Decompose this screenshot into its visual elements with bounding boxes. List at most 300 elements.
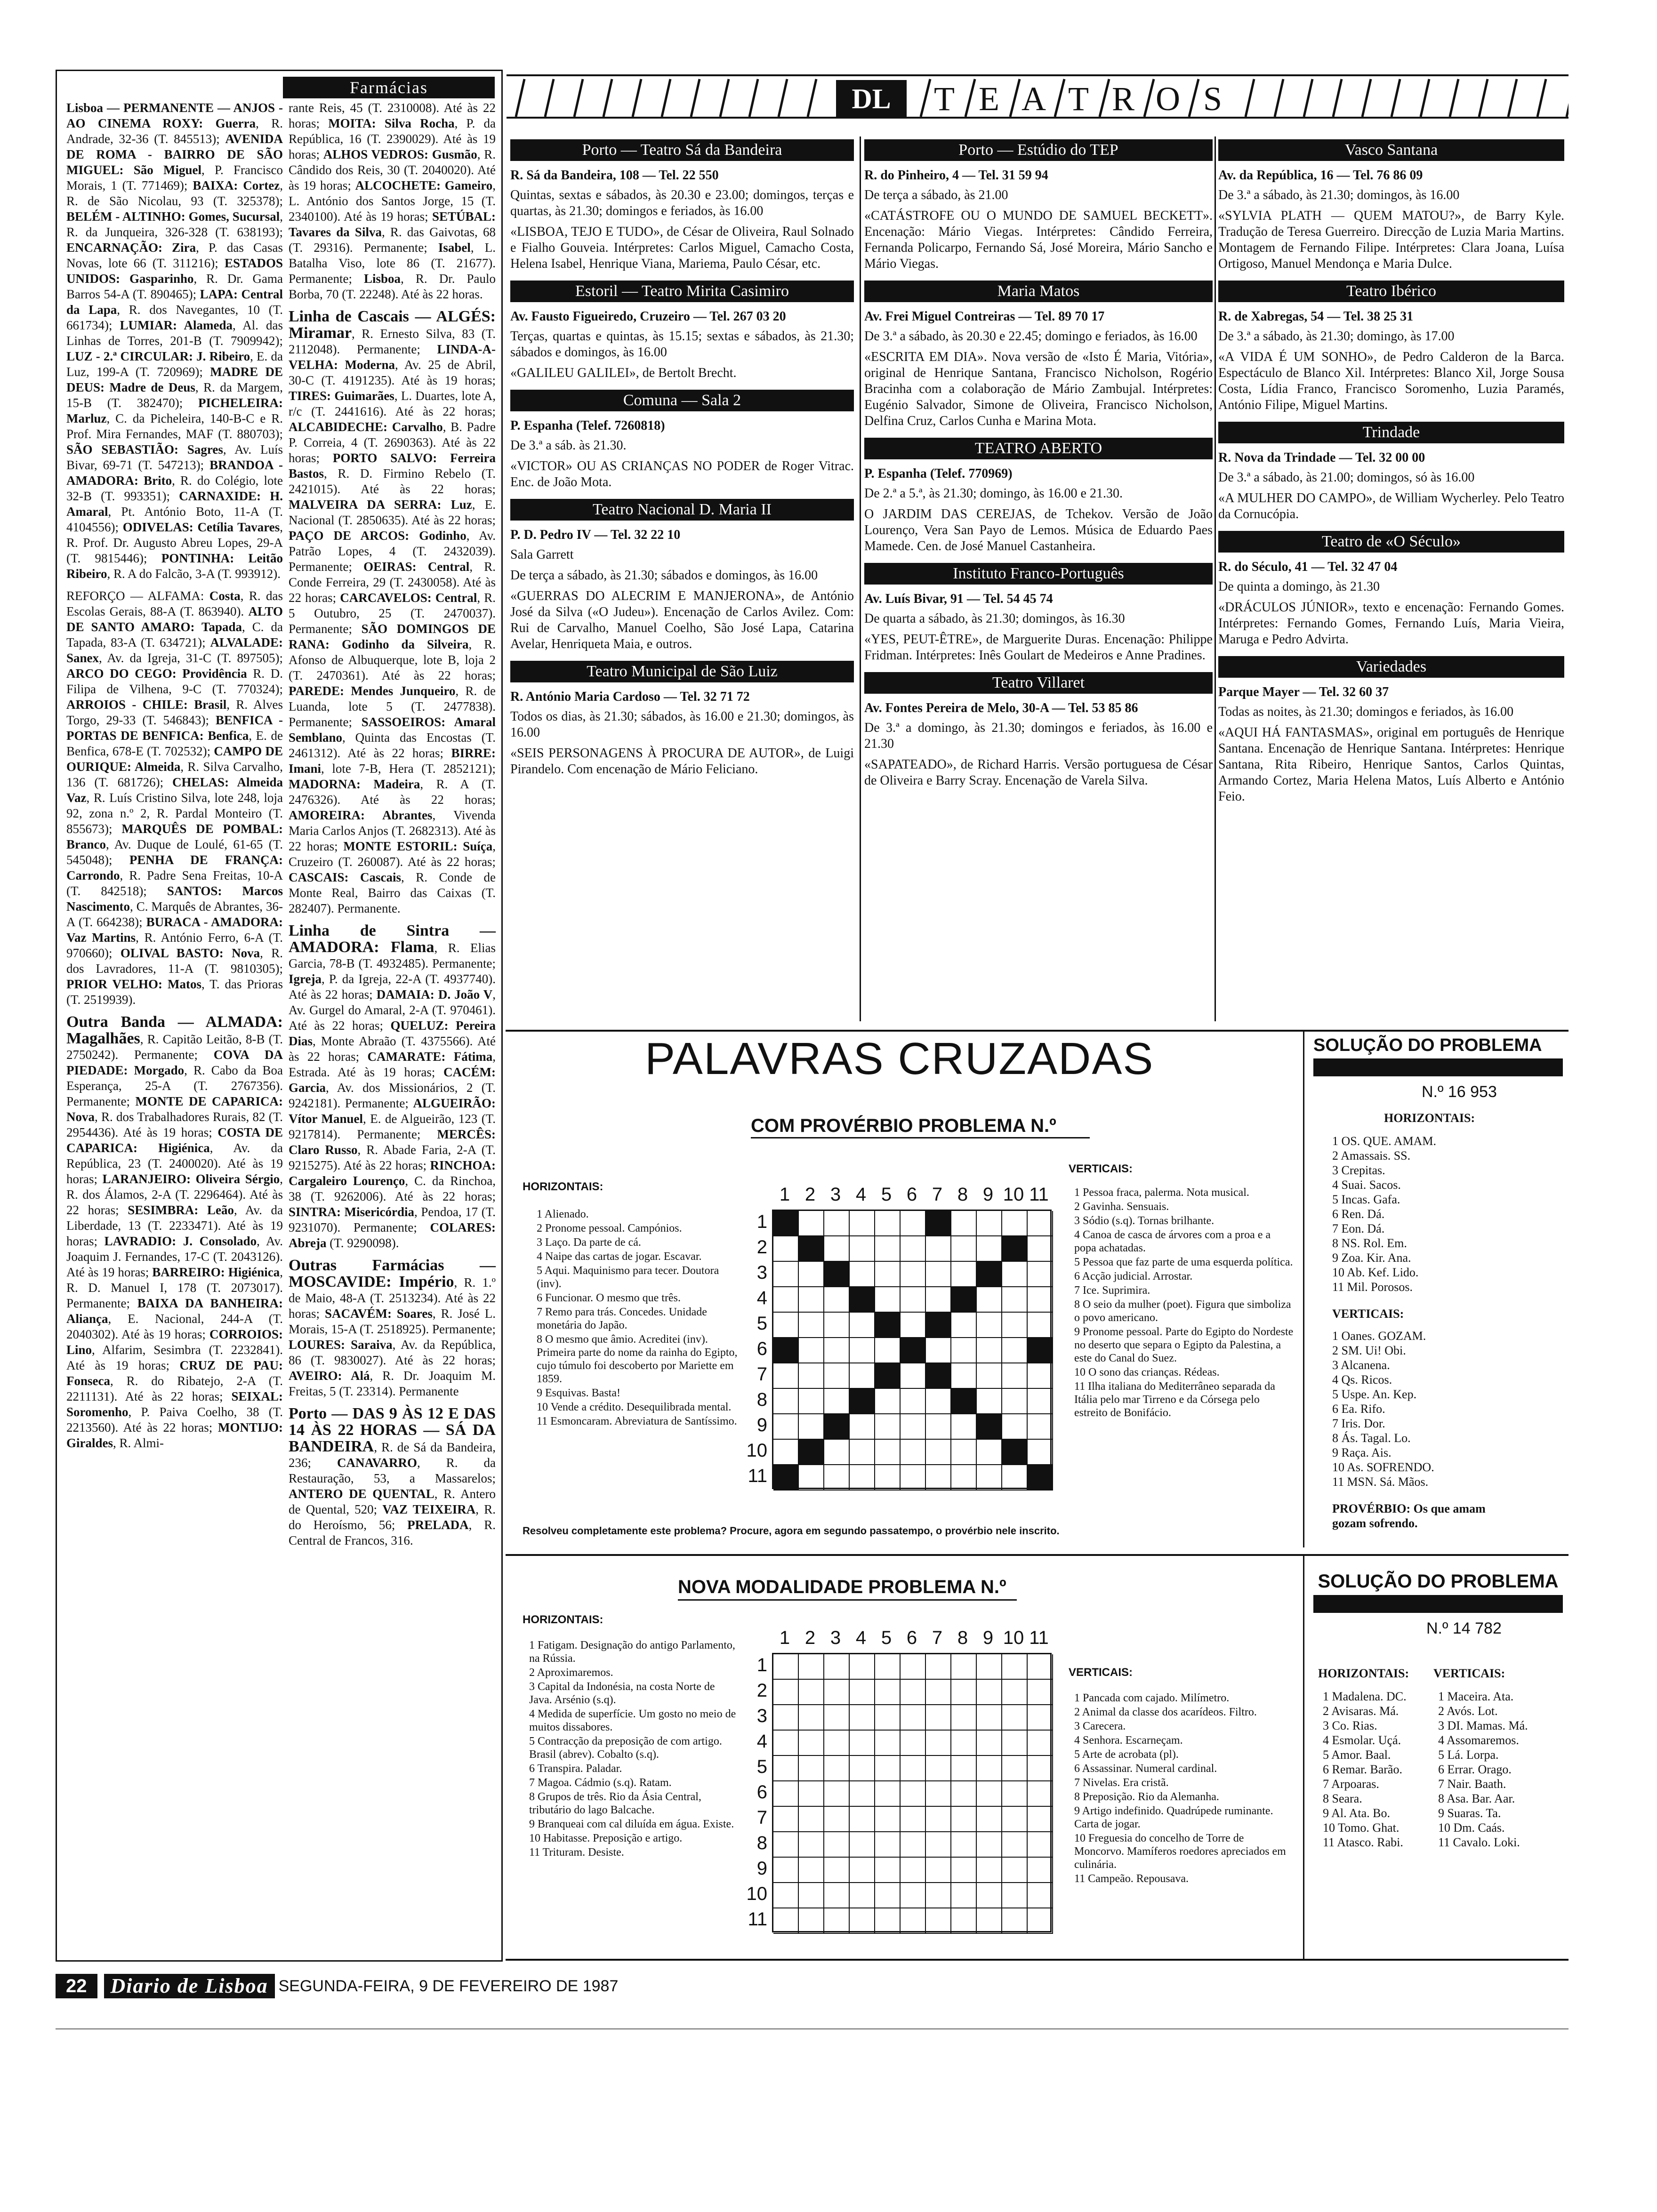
- grid-cell[interactable]: [977, 1389, 1002, 1414]
- grid-cell[interactable]: [926, 1883, 951, 1908]
- grid-cell[interactable]: [926, 1731, 951, 1756]
- grid-cell[interactable]: [799, 1262, 824, 1287]
- grid-cell[interactable]: [901, 1832, 926, 1858]
- grid-cell[interactable]: [824, 1440, 850, 1465]
- grid-cell[interactable]: [875, 1858, 901, 1883]
- issue-date: SEGUNDA-FEIRA, 9 DE FEVEREIRO DE 1987: [278, 1977, 619, 1995]
- grid-cell[interactable]: [850, 1858, 875, 1883]
- grid-cell[interactable]: [901, 1781, 926, 1807]
- grid-cell[interactable]: [850, 1414, 875, 1440]
- grid-cell[interactable]: [773, 1654, 799, 1680]
- grid-cell[interactable]: [1028, 1756, 1053, 1781]
- grid-cell[interactable]: [926, 1262, 951, 1287]
- banner-slash: [662, 79, 670, 117]
- grid-cell[interactable]: [799, 1756, 824, 1781]
- grid-cell[interactable]: [850, 1262, 875, 1287]
- grid-cell[interactable]: [901, 1338, 926, 1363]
- grid-cell[interactable]: [1002, 1338, 1028, 1363]
- grid-cell[interactable]: [901, 1287, 926, 1313]
- grid-cell[interactable]: [773, 1338, 799, 1363]
- grid-cell[interactable]: [773, 1465, 799, 1491]
- grid-cell[interactable]: [824, 1236, 850, 1262]
- grid-cell[interactable]: [901, 1731, 926, 1756]
- clue-item: 9 Raça. Ais.: [1332, 1446, 1392, 1459]
- grid-cell[interactable]: [1002, 1705, 1028, 1731]
- grid-cell[interactable]: [799, 1705, 824, 1731]
- grid-cell[interactable]: [1002, 1414, 1028, 1440]
- grid-cell[interactable]: [875, 1883, 901, 1908]
- pharmacy-paragraph: REFORÇO — ALFAMA: Costa, R. das Escolas Gerais, 88-A (T. 863940). ALTO DE SANTO AMARO: Tapada, C. da Tapada, 83-A (T. 634721); ALVALADE: Sanex, Av. da Igreja, 31-C (T. 897505); ARCO DO CEGO: Providência R. D. Filipa de Vilhena, 9-C (T. 770324); ARROIOS - CHILE: Brasil, R. Alves Torgo, 29-33 (T. 546843); BENFICA - PORTAS DE BENFICA: Benfica, E. de Benfica, 678-E (T. 702532); CAMPO DE OURIQUE: Almeida, R. Silva Carvalho, 136 (T. 681726); CHELAS: Almeida Vaz, R. Luís Cristino Silva, lote 248, loja 92, zona n.º 2, R. Pardal Monteiro (T. 855673); MARQUÊS DE POMBAL: Branco, Av. Duque de Loulé, 61-65 (T. 545048); PENHA DE FRANÇA: Carrondo, R. Padre Sena Freitas, 10-A (T. 842518); SANTOS: Marcos Nascimento, C. Marquês de Abrantes, 36-A (T. 664238); BURACA - AMADORA: Vaz Martins, R. António Ferro, 6-A (T. 970660); OLIVAL BASTO: Nova, R. dos Lavradores, 11-A (T. 9810305); PRIOR VELHO: Matos, T. das Prioras (T. 2519939).: [66, 589, 283, 1007]
- grid-cell[interactable]: [1002, 1858, 1028, 1883]
- grid-cell[interactable]: [901, 1389, 926, 1414]
- grid-cell[interactable]: [926, 1807, 951, 1832]
- grid-cell[interactable]: [977, 1807, 1002, 1832]
- grid-cell[interactable]: [1028, 1389, 1053, 1414]
- grid-cell[interactable]: [951, 1832, 977, 1858]
- grid-cell[interactable]: [875, 1389, 901, 1414]
- grid-cell[interactable]: [850, 1211, 875, 1236]
- grid-cell[interactable]: [901, 1313, 926, 1338]
- theatre-address: P. D. Pedro IV — Tel. 32 22 10: [510, 528, 681, 542]
- grid-cell[interactable]: [926, 1389, 951, 1414]
- grid-cell[interactable]: [850, 1680, 875, 1705]
- grid-cell[interactable]: [926, 1832, 951, 1858]
- grid-cell[interactable]: [773, 1731, 799, 1756]
- banner-letter: R: [1111, 80, 1135, 118]
- grid-cell[interactable]: [773, 1705, 799, 1731]
- grid-cell[interactable]: [773, 1211, 799, 1236]
- grid-cell[interactable]: [901, 1680, 926, 1705]
- grid-cell[interactable]: [773, 1262, 799, 1287]
- banner-slash: [779, 79, 787, 117]
- grid-cell[interactable]: [875, 1313, 901, 1338]
- grid-cell[interactable]: [875, 1363, 901, 1389]
- grid-cell[interactable]: [1028, 1465, 1053, 1491]
- clue-item: 3 Co. Rias.: [1323, 1719, 1377, 1732]
- theatre-listing: [1218, 281, 1564, 413]
- grid-cell[interactable]: [901, 1858, 926, 1883]
- grid-cell[interactable]: [926, 1781, 951, 1807]
- grid-cell[interactable]: [875, 1262, 901, 1287]
- grid-cell[interactable]: [875, 1731, 901, 1756]
- grid-cell[interactable]: [824, 1363, 850, 1389]
- banner-slash: [1537, 79, 1546, 117]
- grid-cell[interactable]: [799, 1807, 824, 1832]
- banner-letter-slash: [1189, 79, 1199, 117]
- grid-cell[interactable]: [1002, 1680, 1028, 1705]
- grid-cell[interactable]: [901, 1211, 926, 1236]
- grid-cell[interactable]: [850, 1832, 875, 1858]
- grid-cell[interactable]: [773, 1313, 799, 1338]
- grid-cell[interactable]: [951, 1883, 977, 1908]
- grid-cell[interactable]: [773, 1883, 799, 1908]
- grid-cell[interactable]: [1028, 1654, 1053, 1680]
- grid-cell[interactable]: [926, 1858, 951, 1883]
- grid-cell[interactable]: [799, 1654, 824, 1680]
- grid-cell[interactable]: [901, 1363, 926, 1389]
- grid-cell[interactable]: [1002, 1832, 1028, 1858]
- grid-cell[interactable]: [1002, 1756, 1028, 1781]
- grid-cell[interactable]: [875, 1338, 901, 1363]
- grid-cell[interactable]: [977, 1680, 1002, 1705]
- grid-cell[interactable]: [799, 1883, 824, 1908]
- theatre-address: Parque Mayer — Tel. 32 60 37: [1218, 685, 1389, 699]
- grid-cell[interactable]: [799, 1731, 824, 1756]
- solution1-proverbio: [1332, 1501, 1492, 1531]
- grid-cell[interactable]: [926, 1908, 951, 1934]
- grid-cell[interactable]: [977, 1705, 1002, 1731]
- grid-cell[interactable]: [875, 1908, 901, 1934]
- grid-cell[interactable]: [901, 1908, 926, 1934]
- grid-cell[interactable]: [824, 1654, 850, 1680]
- grid-cell[interactable]: [850, 1338, 875, 1363]
- grid-cell[interactable]: [850, 1363, 875, 1389]
- grid-cell[interactable]: [824, 1807, 850, 1832]
- grid-cell[interactable]: [926, 1338, 951, 1363]
- grid-cell[interactable]: [824, 1680, 850, 1705]
- grid-cell[interactable]: [926, 1313, 951, 1338]
- grid-cell[interactable]: [1028, 1440, 1053, 1465]
- grid-cell[interactable]: [1002, 1654, 1028, 1680]
- theatre-name: TEATRO ABERTO: [864, 438, 1213, 459]
- grid-cell[interactable]: [850, 1654, 875, 1680]
- grid-cell[interactable]: [951, 1414, 977, 1440]
- grid-cell[interactable]: [1002, 1465, 1028, 1491]
- grid-cell[interactable]: [1028, 1338, 1053, 1363]
- grid-cell[interactable]: [824, 1465, 850, 1491]
- grid-cell[interactable]: [850, 1236, 875, 1262]
- grid-cell[interactable]: [773, 1287, 799, 1313]
- grid-cell[interactable]: [977, 1414, 1002, 1440]
- grid-cell[interactable]: [977, 1465, 1002, 1491]
- grid-cell[interactable]: [850, 1440, 875, 1465]
- grid-cell[interactable]: [875, 1654, 901, 1680]
- solution1-divider: [1303, 1030, 1304, 1547]
- grid-cell[interactable]: [951, 1908, 977, 1934]
- grid-cell[interactable]: [977, 1832, 1002, 1858]
- grid-cell[interactable]: [1028, 1262, 1053, 1287]
- grid-cell[interactable]: [799, 1313, 824, 1338]
- grid-cell[interactable]: [799, 1858, 824, 1883]
- grid-cell[interactable]: [824, 1414, 850, 1440]
- grid-cell[interactable]: [1028, 1781, 1053, 1807]
- banner-slash: [1392, 79, 1400, 117]
- grid-cell[interactable]: [1028, 1908, 1053, 1934]
- grid-cell[interactable]: [773, 1756, 799, 1781]
- clue-item: 7 Nivelas. Era cristã.: [1074, 1777, 1169, 1789]
- grid-cell[interactable]: [901, 1883, 926, 1908]
- grid-cell[interactable]: [1002, 1262, 1028, 1287]
- grid-cell[interactable]: [1002, 1781, 1028, 1807]
- grid-cell[interactable]: [824, 1858, 850, 1883]
- grid-cell[interactable]: [773, 1680, 799, 1705]
- grid-cell[interactable]: [951, 1705, 977, 1731]
- grid-cell[interactable]: [951, 1756, 977, 1781]
- crossword2-grid[interactable]: [772, 1653, 1052, 1932]
- grid-cell[interactable]: [951, 1236, 977, 1262]
- grid-cell[interactable]: [977, 1363, 1002, 1389]
- grid-cell[interactable]: [951, 1858, 977, 1883]
- grid-cell[interactable]: [951, 1262, 977, 1287]
- grid-cell[interactable]: [977, 1858, 1002, 1883]
- grid-row-number: 6: [756, 1338, 767, 1359]
- grid-cell[interactable]: [773, 1858, 799, 1883]
- grid-cell[interactable]: [977, 1731, 1002, 1756]
- grid-cell[interactable]: [1002, 1389, 1028, 1414]
- grid-cell[interactable]: [951, 1287, 977, 1313]
- grid-cell[interactable]: [1028, 1287, 1053, 1313]
- grid-cell[interactable]: [875, 1211, 901, 1236]
- grid-cell[interactable]: [773, 1440, 799, 1465]
- grid-cell[interactable]: [773, 1807, 799, 1832]
- crossword2-row-numbers: [744, 1653, 767, 1935]
- theatre-listing: [510, 390, 854, 490]
- grid-cell[interactable]: [977, 1236, 1002, 1262]
- grid-cell[interactable]: [951, 1781, 977, 1807]
- grid-cell[interactable]: [799, 1287, 824, 1313]
- grid-cell[interactable]: [926, 1440, 951, 1465]
- grid-cell[interactable]: [875, 1807, 901, 1832]
- grid-cell[interactable]: [977, 1313, 1002, 1338]
- grid-cell[interactable]: [951, 1654, 977, 1680]
- grid-cell[interactable]: [977, 1211, 1002, 1236]
- grid-cell[interactable]: [901, 1705, 926, 1731]
- grid-cell[interactable]: [1002, 1211, 1028, 1236]
- grid-cell[interactable]: [824, 1211, 850, 1236]
- crossword-title-text: PALAVRAS CRUZADAS: [645, 1034, 1154, 1084]
- grid-cell[interactable]: [977, 1756, 1002, 1781]
- grid-cell[interactable]: [1028, 1414, 1053, 1440]
- grid-cell[interactable]: [901, 1465, 926, 1491]
- grid-cell[interactable]: [773, 1389, 799, 1414]
- grid-cell[interactable]: [824, 1262, 850, 1287]
- grid-cell[interactable]: [926, 1465, 951, 1491]
- grid-cell[interactable]: [1002, 1287, 1028, 1313]
- grid-cell[interactable]: [926, 1236, 951, 1262]
- grid-cell[interactable]: [799, 1211, 824, 1236]
- theatre-info: Terças, quartas e quintas, às 15.15; sextas e sábados, às 21.30; sábados e domingos, às 16.00: [510, 329, 854, 360]
- grid-cell[interactable]: [901, 1236, 926, 1262]
- grid-cell[interactable]: [901, 1414, 926, 1440]
- grid-cell[interactable]: [926, 1363, 951, 1389]
- grid-cell[interactable]: [951, 1313, 977, 1338]
- grid-cell[interactable]: [824, 1287, 850, 1313]
- grid-cell[interactable]: [850, 1807, 875, 1832]
- grid-cell[interactable]: [1002, 1908, 1028, 1934]
- solution2-divider: [1303, 1554, 1304, 1959]
- grid-cell[interactable]: [1028, 1883, 1053, 1908]
- grid-cell[interactable]: [799, 1908, 824, 1934]
- grid-cell[interactable]: [901, 1756, 926, 1781]
- grid-cell[interactable]: [773, 1363, 799, 1389]
- grid-cell[interactable]: [799, 1389, 824, 1414]
- clue-item: 8 O seio da mulher (poet). Figura que simboliza o povo americano.: [1074, 1298, 1291, 1324]
- grid-cell[interactable]: [875, 1705, 901, 1731]
- banner-letter-slash: [1010, 79, 1020, 117]
- theatre-info: «A MULHER DO CAMPO», de William Wycherley. Pelo Teatro da Cornucópia.: [1218, 491, 1564, 521]
- grid-cell[interactable]: [824, 1731, 850, 1756]
- grid-cell[interactable]: [799, 1680, 824, 1705]
- clue-item: 3 Sódio (s.q). Tornas brilhante.: [1074, 1215, 1215, 1227]
- grid-cell[interactable]: [1002, 1313, 1028, 1338]
- grid-cell[interactable]: [977, 1883, 1002, 1908]
- theatres-col-1: [510, 139, 854, 786]
- grid-cell[interactable]: [773, 1781, 799, 1807]
- theatre-address: P. Espanha (Telef. 7260818): [510, 418, 665, 433]
- grid-cell[interactable]: [1028, 1313, 1053, 1338]
- banner-slash: [808, 79, 816, 117]
- grid-cell[interactable]: [1002, 1363, 1028, 1389]
- grid-cell[interactable]: [773, 1236, 799, 1262]
- grid-cell[interactable]: [799, 1832, 824, 1858]
- grid-cell[interactable]: [850, 1465, 875, 1491]
- grid-cell[interactable]: [850, 1781, 875, 1807]
- grid-cell[interactable]: [951, 1731, 977, 1756]
- clue-item: 10 O sono das crianças. Rédeas.: [1074, 1366, 1220, 1378]
- grid-cell[interactable]: [926, 1680, 951, 1705]
- banner-letter: S: [1203, 80, 1223, 118]
- grid-cell[interactable]: [773, 1414, 799, 1440]
- grid-cell[interactable]: [951, 1389, 977, 1414]
- grid-cell[interactable]: [850, 1705, 875, 1731]
- grid-cell[interactable]: [977, 1654, 1002, 1680]
- grid-cell[interactable]: [875, 1832, 901, 1858]
- grid-cell[interactable]: [875, 1465, 901, 1491]
- grid-cell[interactable]: [977, 1781, 1002, 1807]
- theatre-info: De 3.ª a sábado, às 21.30; domingo, às 17.00: [1218, 329, 1455, 344]
- grid-cell[interactable]: [799, 1465, 824, 1491]
- grid-cell[interactable]: [1002, 1883, 1028, 1908]
- grid-cell[interactable]: [901, 1440, 926, 1465]
- banner-letter: T: [934, 80, 955, 118]
- grid-cell[interactable]: [824, 1908, 850, 1934]
- grid-cell[interactable]: [1002, 1807, 1028, 1832]
- grid-cell[interactable]: [951, 1807, 977, 1832]
- grid-row-number: 2: [756, 1237, 767, 1258]
- grid-cell[interactable]: [850, 1287, 875, 1313]
- grid-cell[interactable]: [977, 1440, 1002, 1465]
- grid-cell[interactable]: [901, 1654, 926, 1680]
- grid-cell[interactable]: [951, 1211, 977, 1236]
- clue-item: 2 Aproximaremos.: [529, 1667, 613, 1679]
- grid-cell[interactable]: [824, 1883, 850, 1908]
- grid-cell[interactable]: [850, 1883, 875, 1908]
- clue-item: 11 Ilha italiana do Mediterrâneo separada da Itália pelo mar Tirreno e da Córsega pelo estreito de Bonifácio.: [1074, 1380, 1275, 1419]
- crossword1-verticais: [1069, 1162, 1295, 1420]
- grid-cell[interactable]: [1028, 1211, 1053, 1236]
- grid-cell[interactable]: [951, 1338, 977, 1363]
- grid-cell[interactable]: [773, 1832, 799, 1858]
- grid-cell[interactable]: [1002, 1440, 1028, 1465]
- solution2-v-list: [1433, 1689, 1556, 1850]
- grid-cell[interactable]: [799, 1338, 824, 1363]
- grid-cell[interactable]: [977, 1338, 1002, 1363]
- grid-cell[interactable]: [875, 1287, 901, 1313]
- crossword1-grid[interactable]: [772, 1210, 1052, 1489]
- grid-cell[interactable]: [926, 1414, 951, 1440]
- grid-col-number: 2: [804, 1184, 816, 1205]
- grid-cell[interactable]: [951, 1680, 977, 1705]
- solution1-number: N.º 16 953: [1422, 1083, 1497, 1101]
- grid-cell[interactable]: [951, 1465, 977, 1491]
- clue-item: 7 Magoa. Cádmio (s.q). Ratam.: [529, 1777, 672, 1789]
- clue-item: 11 Atasco. Rabi.: [1323, 1835, 1403, 1849]
- grid-cell[interactable]: [1028, 1236, 1053, 1262]
- grid-cell[interactable]: [1028, 1705, 1053, 1731]
- theatre-name: Instituto Franco-Português: [864, 563, 1213, 585]
- grid-cell[interactable]: [850, 1731, 875, 1756]
- grid-cell[interactable]: [824, 1338, 850, 1363]
- clue-item: 7 Nair. Baath.: [1438, 1777, 1506, 1791]
- grid-cell[interactable]: [1028, 1807, 1053, 1832]
- grid-cell[interactable]: [875, 1414, 901, 1440]
- grid-cell[interactable]: [799, 1781, 824, 1807]
- grid-cell[interactable]: [850, 1313, 875, 1338]
- grid-cell[interactable]: [850, 1908, 875, 1934]
- grid-cell[interactable]: [1028, 1680, 1053, 1705]
- grid-cell[interactable]: [1002, 1731, 1028, 1756]
- crossword2-subtitle: NOVA MODALIDADE PROBLEMA N.º: [678, 1577, 1006, 1597]
- grid-cell[interactable]: [1028, 1363, 1053, 1389]
- grid-cell[interactable]: [824, 1313, 850, 1338]
- grid-cell[interactable]: [799, 1236, 824, 1262]
- grid-cell[interactable]: [901, 1262, 926, 1287]
- grid-cell[interactable]: [951, 1363, 977, 1389]
- theatre-info: «GUERRAS DO ALECRIM E MANJERONA», de António José da Silva («O Judeu»). Encenação de Carlos Avilez. Com: Rui de Carvalho, Manuel Coelho, São José Lapa, Catarina Avelar, Henriqueta Maia, e outros.: [510, 589, 854, 651]
- crossword1-col-numbers: [772, 1184, 1054, 1208]
- grid-cell[interactable]: [850, 1389, 875, 1414]
- grid-cell[interactable]: [799, 1440, 824, 1465]
- grid-cell[interactable]: [850, 1756, 875, 1781]
- grid-cell[interactable]: [799, 1414, 824, 1440]
- pharmacy-paragraph: Linha de Cascais — ALGÉS: Miramar, R. Ernesto Silva, 83 (T. 2112048). Permanente; LINDA-A-VELHA: Moderna, Av. 25 de Abril, 30-C (T. 4191235). Até às 19 horas; TIRES: Guimarães, L. Duartes, lote A, r/c (T. 2441616). Até às 22 horas; ALCABIDECHE: Carvalho, B. Padre P. Correia, 4 (T. 2690363). Até às 22 horas; PORTO SALVO: Ferreira Bastos, R. D. Firmino Rebelo (T. 2421015). Até às 22 horas; MALVEIRA DA SERRA: Luz, E. Nacional (T. 2850635). Até às 22 horas; PAÇO DE ARCOS: Godinho, Av. Patrão Lopes, 4 (T. 2432039). Permanente; OEIRAS: Central, R. Conde Ferreira, 29 (T. 2430058). Até às 22 horas; CARCAVELOS: Central, R. 5 Outubro, 25 (T. 2470037). Permanente; SÃO DOMINGOS DE RANA: Godinho da Silveira, R. Afonso de Albuquerque, lote B, loja 2 (T. 2470361). Até às 22 horas; PAREDE: Mendes Junqueiro, R. de Luanda, lote 5 (T. 2477838). Permanente; SASSOEIROS: Amaral Semblano, Quinta das Encostas (T. 2461312). Até às 22 horas; BIRRE: Imani, lote 7-B, Hera (T. 2852121); MADORNA: Madeira, R. A (T. 2476326). Até às 22 horas; AMOREIRA: Abrantes, Vivenda Maria Carlos Anjos (T. 2682313). Até às 22 horas; MONTE ESTORIL: Suíça, Cruzeiro (T. 260087). Até às 22 horas; CASCAIS: Cascais, R. Conde de Monte Real, Bairro das Caixas (T. 282407). Permanente.: [289, 308, 496, 915]
- grid-cell[interactable]: [799, 1363, 824, 1389]
- grid-cell[interactable]: [824, 1756, 850, 1781]
- grid-cell[interactable]: [926, 1756, 951, 1781]
- grid-cell[interactable]: [926, 1211, 951, 1236]
- grid-cell[interactable]: [926, 1287, 951, 1313]
- grid-cell[interactable]: [977, 1262, 1002, 1287]
- grid-cell[interactable]: [1002, 1236, 1028, 1262]
- clue-item: 5 Aqui. Maquinismo para tecer. Doutora (inv).: [537, 1265, 719, 1290]
- clue-item: 11 Trituram. Desiste.: [529, 1846, 624, 1859]
- grid-cell[interactable]: [875, 1440, 901, 1465]
- grid-cell[interactable]: [824, 1389, 850, 1414]
- clue-item: 10 Dm. Caás.: [1438, 1821, 1505, 1835]
- grid-cell[interactable]: [824, 1832, 850, 1858]
- grid-cell[interactable]: [977, 1287, 1002, 1313]
- clue-item: 3 Carecera.: [1074, 1720, 1126, 1732]
- grid-row-number: 10: [746, 1440, 767, 1461]
- grid-cell[interactable]: [926, 1654, 951, 1680]
- grid-cell[interactable]: [875, 1680, 901, 1705]
- grid-cell[interactable]: [1028, 1832, 1053, 1858]
- grid-cell[interactable]: [824, 1781, 850, 1807]
- grid-cell[interactable]: [824, 1705, 850, 1731]
- grid-cell[interactable]: [951, 1440, 977, 1465]
- clue-item: 1 Fatigam. Designação do antigo Parlamento, na Rússia.: [529, 1639, 735, 1665]
- grid-cell[interactable]: [1028, 1731, 1053, 1756]
- grid-cell[interactable]: [875, 1781, 901, 1807]
- grid-cell[interactable]: [977, 1908, 1002, 1934]
- grid-cell[interactable]: [773, 1908, 799, 1934]
- grid-cell[interactable]: [926, 1705, 951, 1731]
- grid-cell[interactable]: [875, 1236, 901, 1262]
- grid-cell[interactable]: [1028, 1858, 1053, 1883]
- grid-row-number: 1: [756, 1211, 767, 1232]
- grid-cell[interactable]: [901, 1807, 926, 1832]
- grid-cell[interactable]: [875, 1756, 901, 1781]
